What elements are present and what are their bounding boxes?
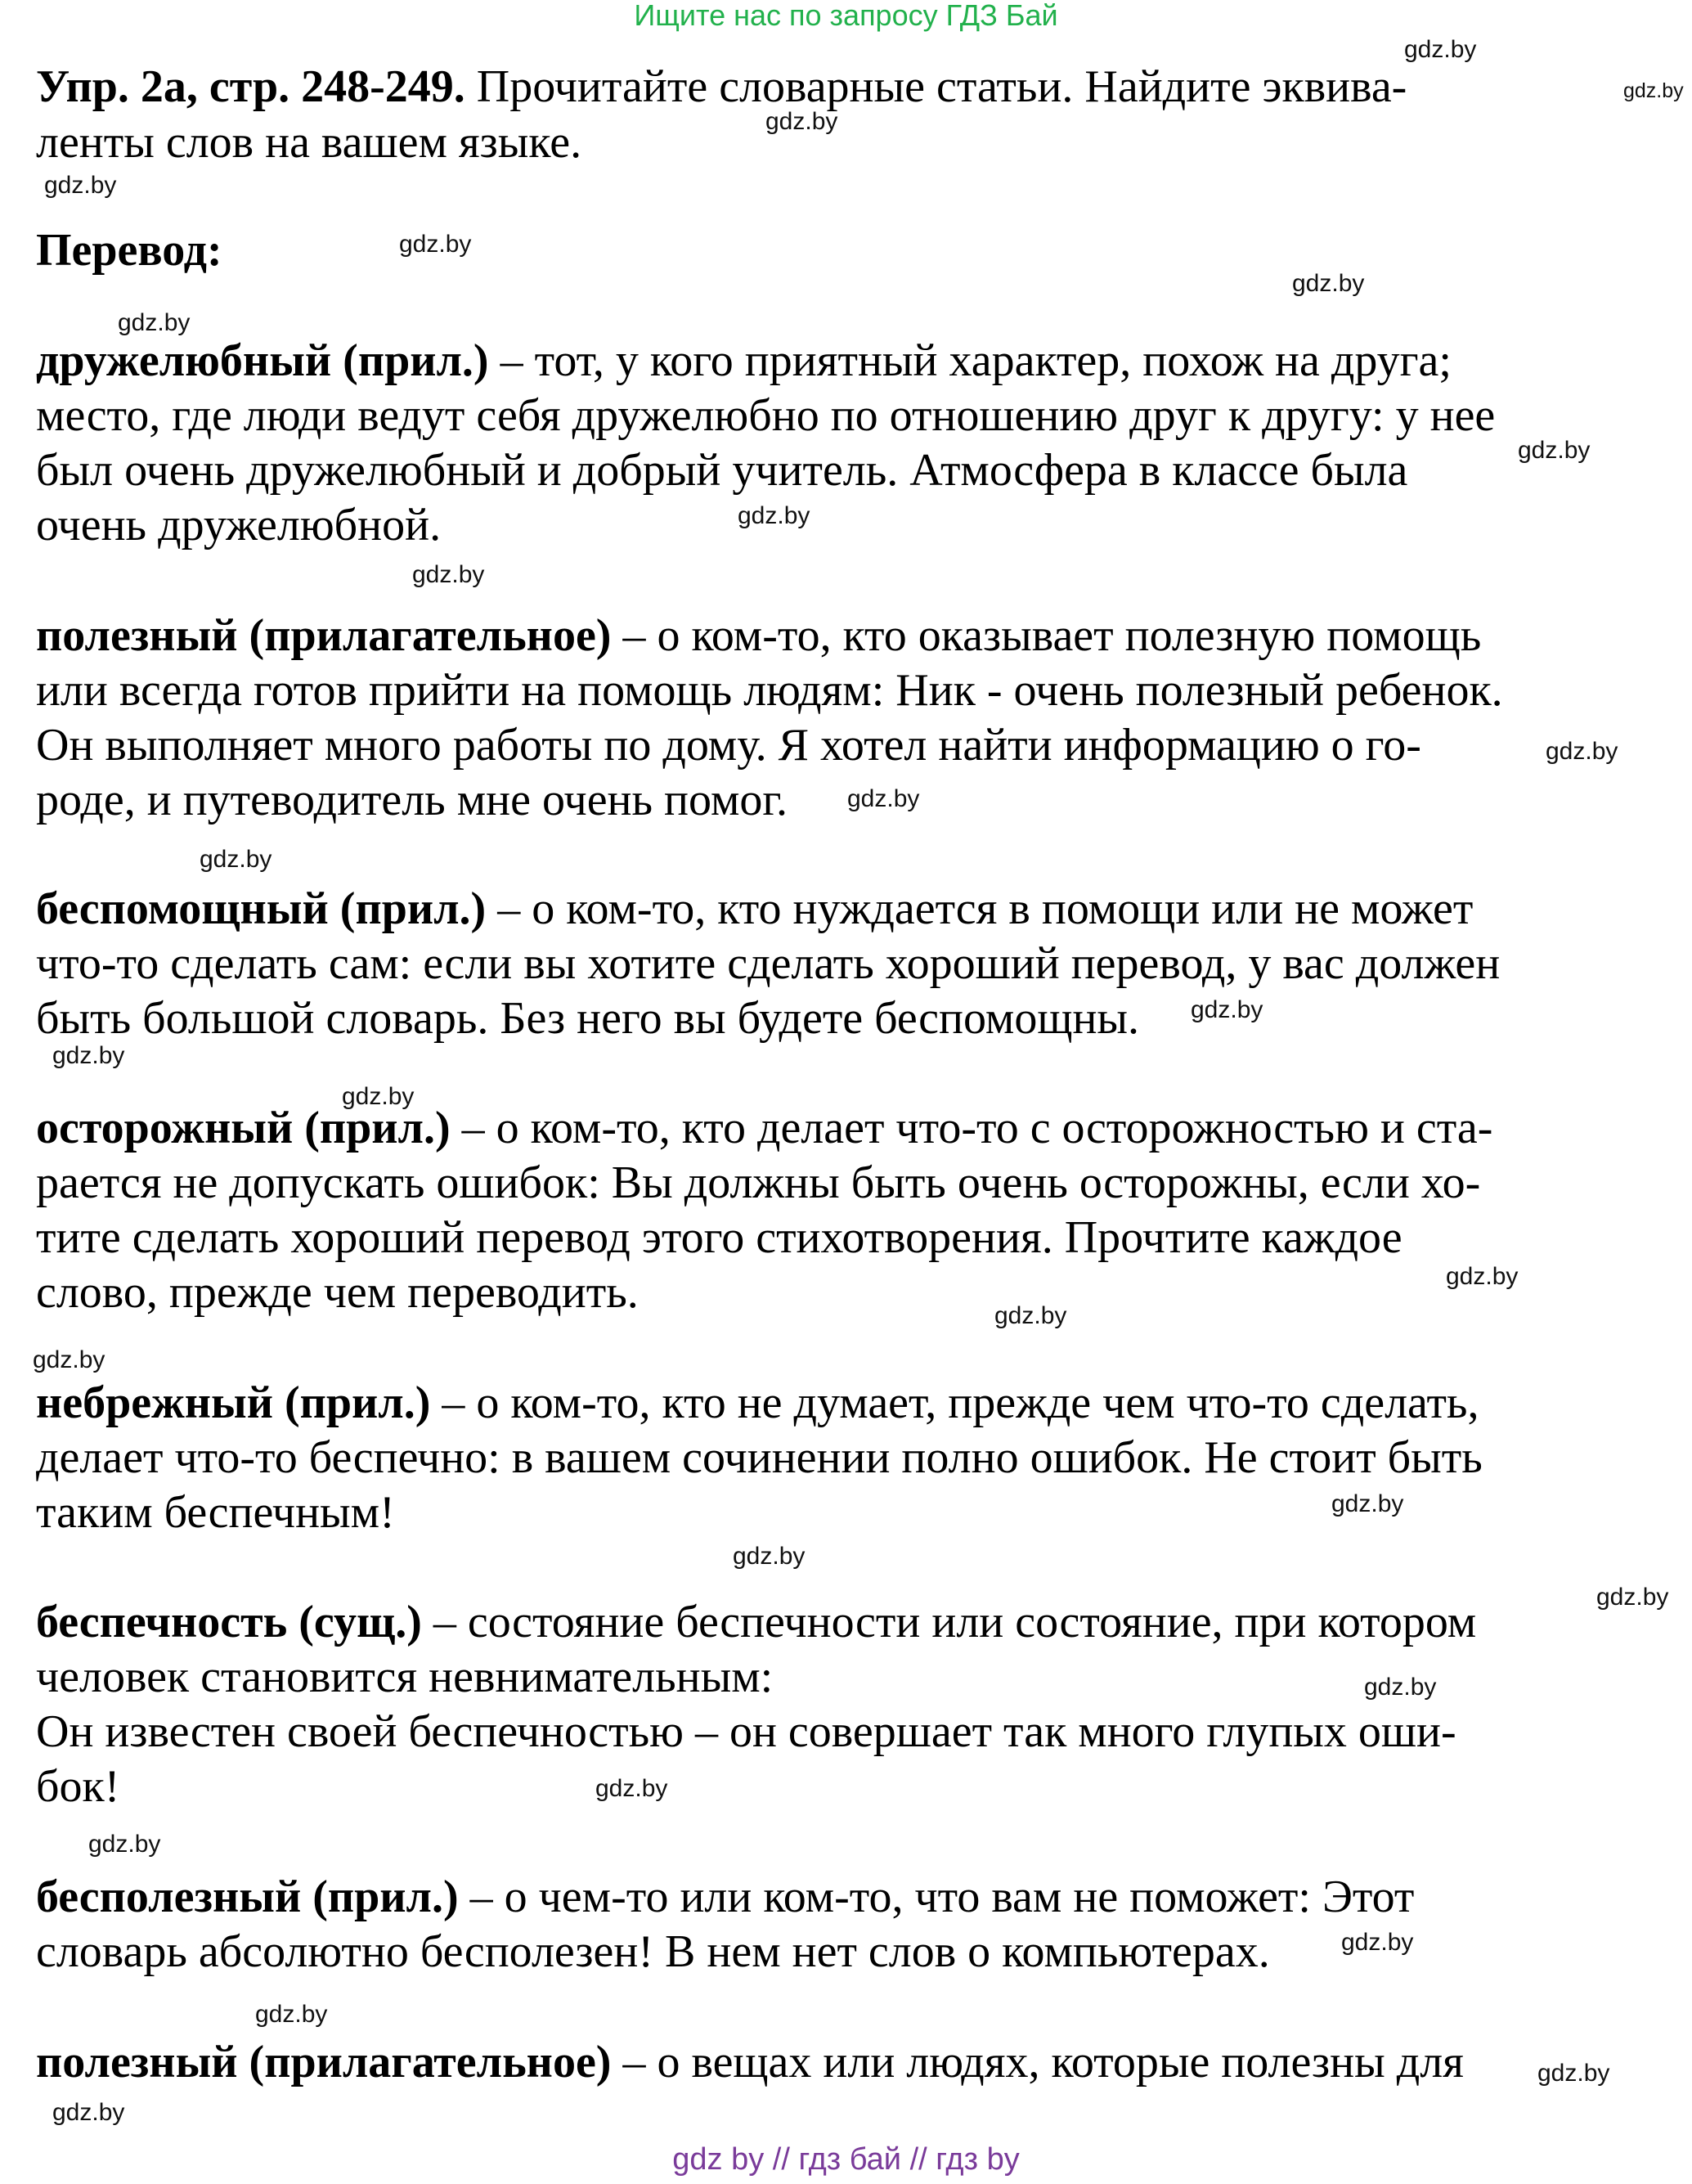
watermark: gdz.by <box>399 231 472 258</box>
watermark: gdz.by <box>733 1543 806 1570</box>
dictionary-entry <box>36 609 1590 828</box>
watermark: gdz.by <box>1191 996 1263 1023</box>
watermark: gdz.by <box>342 1083 415 1110</box>
watermark: gdz.by <box>595 1775 668 1802</box>
top-banner: Ищите нас по запросу ГДЗ Бай <box>634 0 1058 32</box>
entry-text: рается не допускать ошибок: Вы должны быть очень осторожны, если хо- <box>36 1157 1481 1208</box>
translation-label: Перевод: <box>36 225 222 276</box>
entry-text: очень дружелюбной. <box>36 500 442 550</box>
entry-text: быть большой словарь. Без него вы будете беспомощны. <box>36 993 1140 1044</box>
dictionary-entry <box>36 2035 1590 2090</box>
exercise-instruction-line-1: Прочитайте словарные статьи. Найдите эквива- <box>465 61 1407 112</box>
entry-text: что-то сделать сам: если вы хотите сделать хороший перевод, у вас должен <box>36 938 1501 989</box>
exercise-instruction-line-2: ленты слов на вашем языке. <box>36 117 582 168</box>
entry-text: Он выполняет много работы по дому. Я хотел найти информацию о го- <box>36 720 1421 771</box>
watermark: gdz.by <box>1404 36 1477 63</box>
watermark: gdz.by <box>1341 1929 1414 1956</box>
watermark: gdz.by <box>847 785 920 812</box>
exercise-label: Упр. 2а, стр. 248-249. <box>36 61 465 112</box>
entry-text: – о ком-то, кто делает что-то с осторожностью и ста- <box>450 1103 1493 1153</box>
entry-text: – о чем-то или ком-то, что вам не поможет: Этот <box>458 1872 1415 1922</box>
entry-text: – о ком-то, кто не думает, прежде чем что-то сделать, <box>430 1377 1479 1428</box>
dictionary-entry <box>36 882 1590 1046</box>
watermark: gdz.by <box>1364 1674 1437 1701</box>
entry-text: или всегда готов прийти на помощь людям: Ник - очень полезный ребенок. <box>36 665 1503 716</box>
watermark: gdz.by <box>1518 437 1591 464</box>
entry-term: беспомощный (прил.) <box>36 883 487 934</box>
entry-term: беспечность (сущ.) <box>36 1597 422 1647</box>
entry-text: – о ком-то, кто нуждается в помощи или не может <box>486 883 1474 934</box>
entry-term: небрежный (прил.) <box>36 1377 431 1428</box>
watermark: gdz.by <box>33 1346 105 1373</box>
entry-text: слово, прежде чем переводить. <box>36 1267 639 1318</box>
entry-text: словарь абсолютно бесполезен! В нем нет слов о компьютерах. <box>36 1926 1270 1977</box>
entry-text: таким беспечным! <box>36 1487 395 1538</box>
entry-text: Он известен своей беспечностью – он совершает так много глупых оши- <box>36 1706 1456 1757</box>
entry-text: человек становится невнимательным: <box>36 1651 774 1702</box>
watermark: gdz.by <box>1331 1490 1404 1517</box>
watermark: gdz.by <box>1596 1584 1669 1611</box>
watermark: gdz.by <box>52 2099 125 2126</box>
watermark: gdz.by <box>1546 738 1618 765</box>
watermark: gdz.by <box>255 2001 328 2028</box>
watermark: gdz.by <box>765 108 838 135</box>
watermark: gdz.by <box>44 172 117 199</box>
entry-text: – тот, у кого приятный характер, похож на друга; <box>488 335 1452 386</box>
entry-text: – состояние беспечности или состояние, при котором <box>421 1597 1477 1647</box>
watermark: gdz.by <box>1446 1263 1519 1290</box>
entry-term: полезный (прилагательное) <box>36 2037 612 2087</box>
watermark: gdz.by <box>1623 79 1684 102</box>
entry-text: роде, и путеводитель мне очень помог. <box>36 775 788 825</box>
watermark: gdz.by <box>88 1831 161 1858</box>
entry-term: дружелюбный (прил.) <box>36 335 489 386</box>
entry-text: – о вещах или людях, которые полезны для <box>611 2037 1464 2087</box>
footer-links: gdz by // гдз бай // гдз by <box>672 2142 1020 2177</box>
entry-text: тите сделать хороший перевод этого стихотворения. Прочтите каждое <box>36 1212 1403 1263</box>
entry-term: бесполезный (прил.) <box>36 1872 459 1922</box>
entry-term: полезный (прилагательное) <box>36 610 612 661</box>
entry-text: – о ком-то, кто оказывает полезную помощь <box>611 610 1482 661</box>
watermark: gdz.by <box>200 846 272 873</box>
dictionary-entry <box>36 334 1590 553</box>
watermark: gdz.by <box>52 1042 125 1069</box>
entry-text: бок! <box>36 1761 120 1812</box>
dictionary-entry <box>36 1870 1590 1980</box>
watermark: gdz.by <box>738 502 810 529</box>
dictionary-entry <box>36 1595 1590 1814</box>
entry-term: осторожный (прил.) <box>36 1103 451 1153</box>
watermark: gdz.by <box>118 309 191 336</box>
entry-text: был очень дружелюбный и добрый учитель. Атмосфера в классе была <box>36 445 1408 496</box>
entry-text: делает что-то беспечно: в вашем сочинении полно ошибок. Не стоит быть <box>36 1432 1483 1483</box>
watermark: gdz.by <box>1292 270 1365 297</box>
dictionary-entry <box>36 1101 1590 1320</box>
entry-text: место, где люди ведут себя дружелюбно по отношению друг к другу: у нее <box>36 390 1496 441</box>
watermark: gdz.by <box>994 1302 1067 1329</box>
watermark: gdz.by <box>1537 2060 1610 2087</box>
watermark: gdz.by <box>412 561 485 588</box>
